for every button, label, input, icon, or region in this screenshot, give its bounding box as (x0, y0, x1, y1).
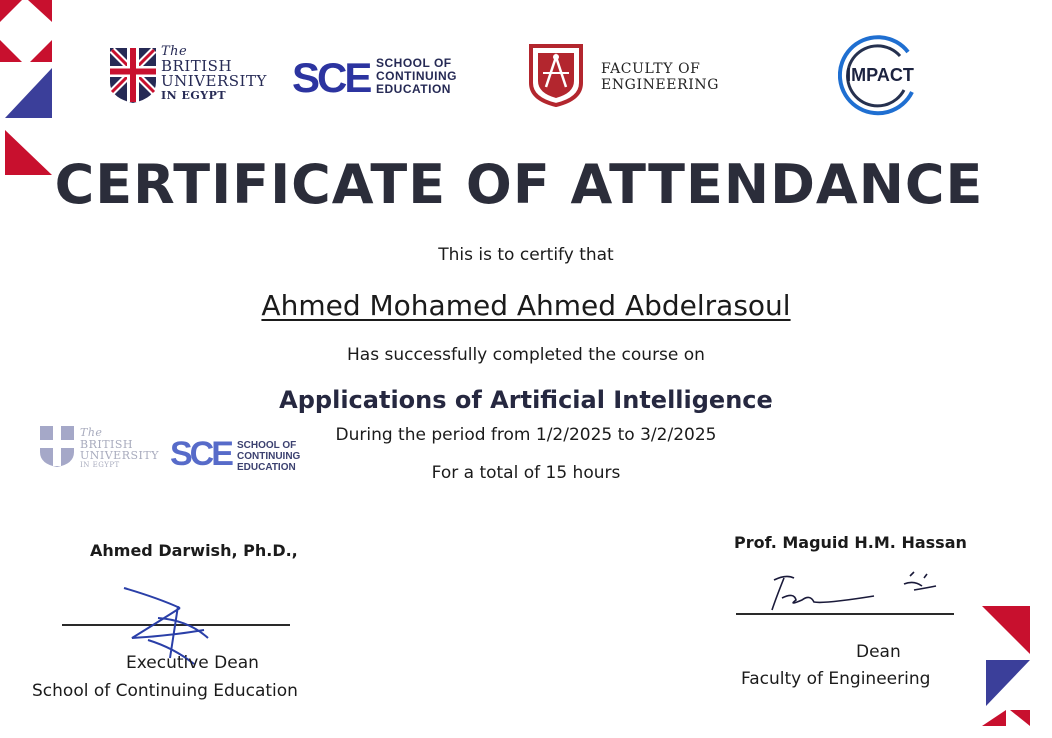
red-triangle (982, 606, 1030, 654)
recipient-name-text: Ahmed Mohamed Ahmed Abdelrasoul (261, 289, 791, 322)
ghost-bue-university: UNIVERSITY (80, 449, 159, 463)
completed-statement: Has successfully completed the course on (347, 345, 705, 365)
course-period: During the period from 1/2/2025 to 3/2/2025 (335, 425, 717, 445)
sce-logo-mark (292, 56, 372, 98)
right-corner-decoration (982, 606, 1034, 730)
bue-university: UNIVERSITY (161, 72, 267, 91)
right-signatory-organization: Faculty of Engineering (741, 669, 931, 689)
ghost-bue-logo-text (80, 427, 159, 469)
bue-shield-icon (108, 46, 158, 104)
recipient-name (0, 289, 1052, 322)
ghost-sce-continuing: CONTINUING (237, 451, 301, 462)
left-signatory-name: Ahmed Darwish, Ph.D., (90, 541, 298, 560)
impact-logo (838, 32, 922, 118)
red-triangle (1010, 710, 1030, 726)
right-signatory-role: Dean (856, 642, 901, 662)
svg-text:SCE: SCE (292, 56, 370, 98)
certify-intro: This is to certify that (438, 245, 614, 265)
sce-logo-text (376, 57, 457, 97)
foe-logo-text (601, 61, 719, 93)
red-triangle (982, 710, 1006, 726)
ghost-bue-shield-icon (38, 424, 76, 468)
purple-triangle (986, 660, 1030, 706)
ghost-sce-education: EDUCATION (237, 462, 296, 473)
red-triangle (0, 0, 22, 22)
bue-in-egypt: IN EGYPT (161, 89, 227, 103)
left-signatory-organization: School of Continuing Education (32, 681, 298, 701)
foe-faculty-of: FACULTY OF (601, 61, 701, 77)
sce-school-of: SCHOOL OF (376, 56, 452, 70)
svg-text:SCE: SCE (170, 436, 231, 470)
ghost-sce-logo-mark (170, 436, 236, 470)
bue-logo-text (161, 45, 267, 102)
purple-triangle (5, 68, 52, 118)
certificate-title: CERTIFICATE OF ATTENDANCE (54, 153, 984, 216)
foe-engineering: ENGINEERING (601, 77, 719, 94)
right-signatory-name: Prof. Maguid H.M. Hassan (734, 533, 967, 552)
red-triangle (28, 0, 52, 22)
red-triangle (30, 40, 52, 62)
ghost-bue-british: BRITISH (80, 437, 134, 451)
course-hours: For a total of 15 hours (431, 463, 621, 483)
bue-british: BRITISH (161, 56, 233, 75)
course-title: Applications of Artificial Intelligence (279, 386, 773, 414)
right-handwritten-signature (764, 568, 944, 614)
ghost-bue-the: The (80, 426, 103, 439)
ghost-sce-school-of: SCHOOL OF (237, 440, 297, 451)
ghost-bue-in-egypt: IN EGYPT (80, 460, 120, 469)
bue-the: The (161, 44, 188, 59)
right-signature-line (736, 613, 954, 615)
sce-continuing: CONTINUING (376, 69, 457, 84)
left-signatory-role: Executive Dean (126, 653, 259, 673)
impact-text: IMPACT (846, 65, 914, 85)
red-triangle (0, 40, 22, 62)
sce-education: EDUCATION (376, 82, 451, 97)
ghost-sce-logo-text (237, 440, 300, 473)
faculty-of-engineering-shield-icon (528, 43, 584, 107)
